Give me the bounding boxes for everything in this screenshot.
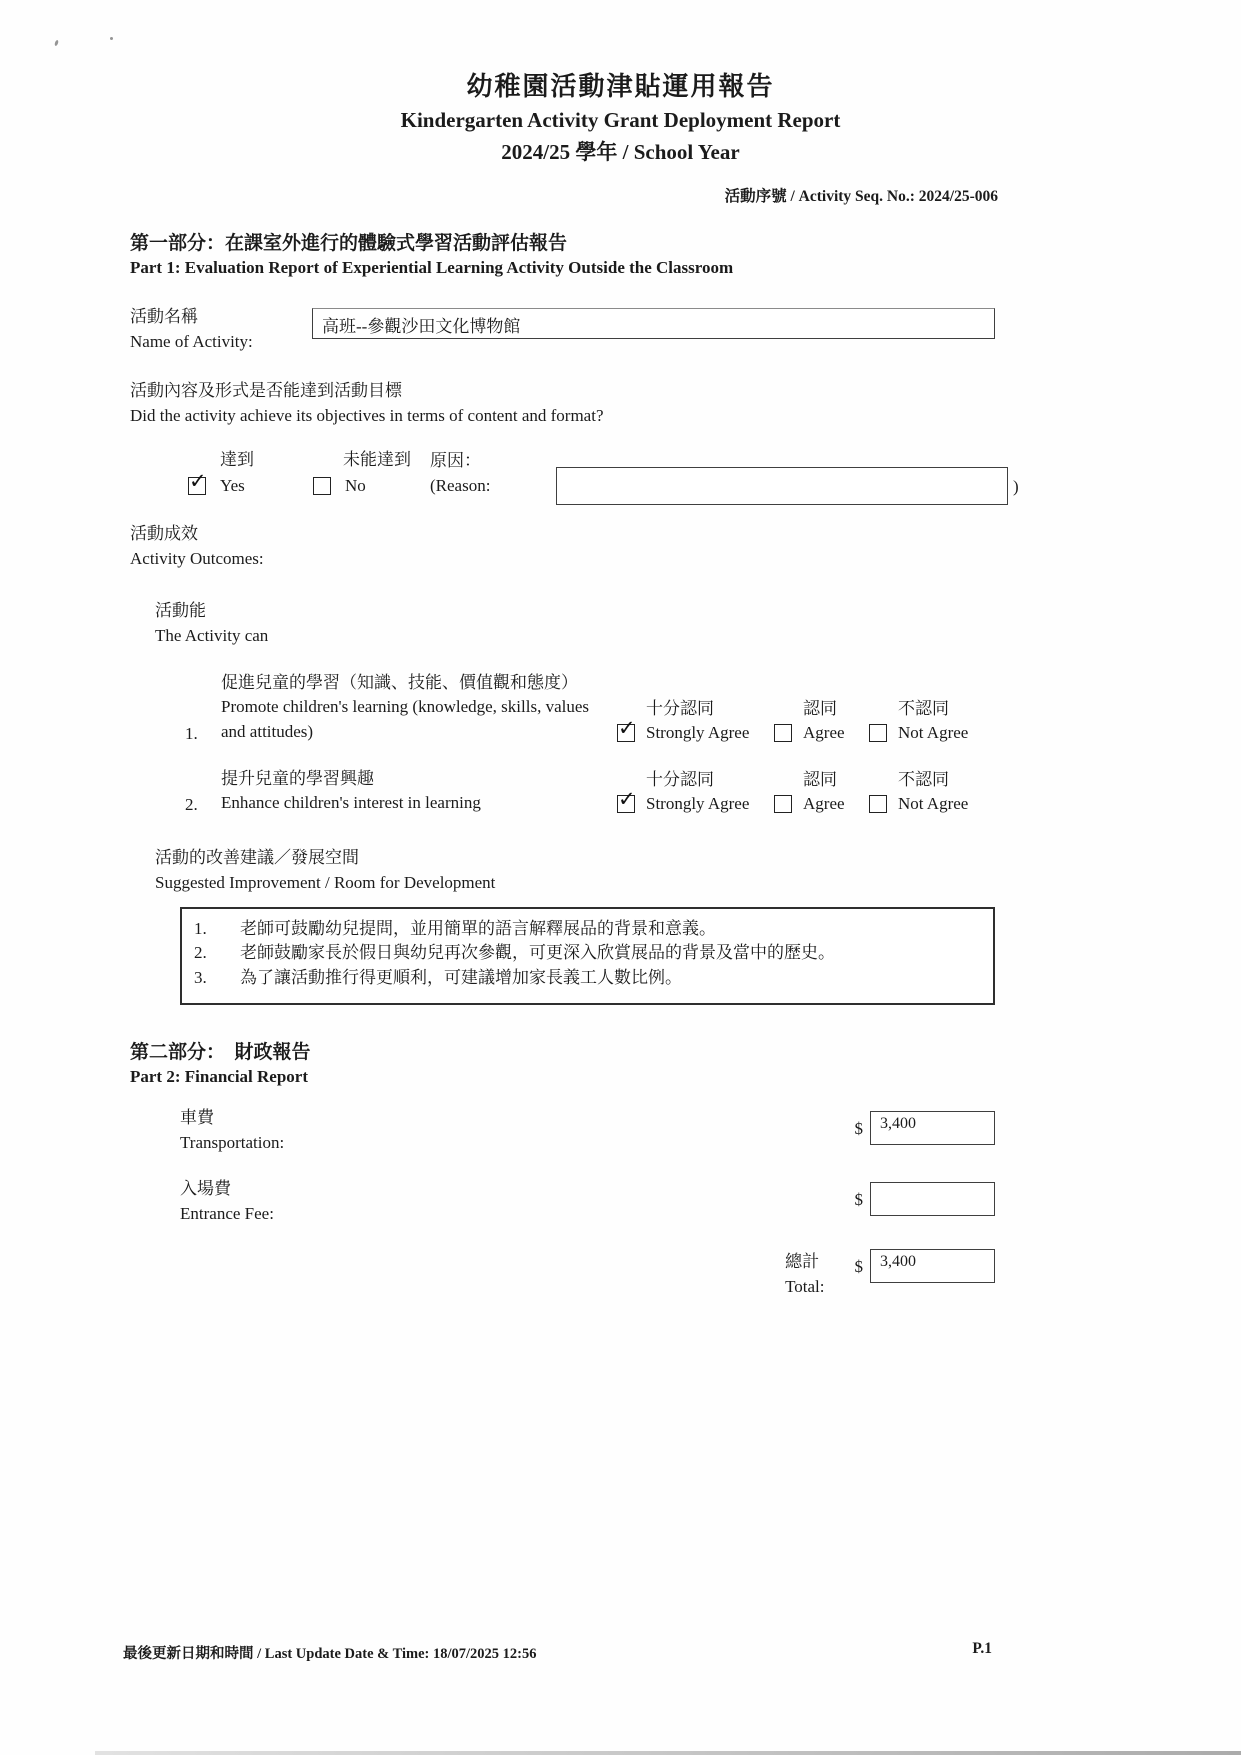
total-field[interactable]: 3,400: [870, 1249, 995, 1283]
entrance-fee-row: [180, 1176, 995, 1227]
total-label: [785, 1249, 824, 1300]
transportation-label: [180, 1105, 284, 1156]
activity-seq-no: 活動序號 / Activity Seq. No.: 2024/25-006: [724, 188, 998, 205]
no-checkbox[interactable]: [313, 477, 331, 495]
activity-can-en: The Activity can: [155, 626, 269, 646]
reason-label: [430, 449, 528, 498]
not-agree-checkbox[interactable]: [869, 724, 887, 742]
yes-option: [188, 445, 313, 499]
scan-speck: [110, 37, 113, 40]
no-label-en: No: [345, 475, 366, 495]
yes-label-zh: 達到: [220, 449, 254, 469]
transportation-label-zh: 車費: [180, 1107, 214, 1127]
outcome-1-ratings: [617, 697, 968, 745]
reason-label-zh: 原因：: [430, 450, 481, 470]
outcome-2-not-agree: [869, 768, 968, 816]
not-agree-label-zh: 不認同: [898, 770, 949, 790]
part1-heading-en: Part 1: Evaluation Report of Experiential Learning Activity Outside the Classroom: [130, 258, 734, 277]
improvement-item-number: 1.: [194, 919, 207, 939]
entrance-fee-label-en: Entrance Fee:: [180, 1204, 274, 1224]
outcome-item-1: [185, 671, 1241, 745]
entrance-fee-label: [180, 1176, 274, 1227]
part2-heading-en: Part 2: Financial Report: [130, 1066, 308, 1086]
outcome-1-text-zh: 促進兒童的學習（知識、技能、價值觀和態度）: [221, 672, 578, 692]
activity-name-label-en: Name of Activity:: [130, 331, 253, 351]
total-row: [180, 1243, 995, 1300]
improvement-item-text: 老師可鼓勵幼兒提問，並用簡單的語言解釋展品的背景和意義。: [240, 919, 716, 939]
improvement-item: [194, 917, 981, 941]
part2-heading: [130, 1037, 1241, 1087]
strongly-agree-checkbox[interactable]: [617, 795, 635, 813]
entrance-fee-label-zh: 入場費: [180, 1178, 231, 1198]
strongly-agree-label-en: Strongly Agree: [646, 794, 750, 814]
activity-name-label-zh: 活動名稱: [130, 307, 198, 326]
transportation-label-en: Transportation:: [180, 1133, 285, 1153]
outcomes-heading-zh: 活動成效: [130, 524, 198, 544]
scan-edge-artifact: [95, 1751, 1241, 1755]
outcome-item-2: [185, 767, 1241, 816]
total-value: [855, 1249, 996, 1283]
outcome-2-agree: [774, 768, 851, 816]
agree-checkbox[interactable]: [774, 724, 792, 742]
yes-checkbox[interactable]: [188, 477, 206, 495]
no-option: [313, 445, 430, 499]
title-english: Kindergarten Activity Grant Deployment Report: [400, 108, 841, 132]
yes-label-en: Yes: [220, 475, 245, 495]
document-header: [0, 0, 1241, 166]
activity-can-label: [155, 599, 1241, 648]
outcome-1-number: 1.: [185, 723, 198, 743]
objective-question-en: Did the activity achieve its objectives in terms of content and format?: [130, 405, 604, 425]
agree-checkbox[interactable]: [774, 795, 792, 813]
total-label-en: Total:: [785, 1277, 825, 1297]
reason-field[interactable]: [556, 467, 1008, 505]
agree-label-en: Agree: [803, 722, 845, 742]
not-agree-label-en: Not Agree: [898, 794, 969, 814]
improvement-heading-en: Suggested Improvement / Room for Development: [155, 872, 496, 892]
dollar-sign: $: [854, 1189, 863, 1209]
strongly-agree-label-zh: 十分認同: [646, 699, 714, 719]
improvement-item: [194, 966, 981, 990]
school-year: 2024/25 學年 / School Year: [501, 140, 740, 164]
outcome-2-strongly-agree: [617, 768, 756, 816]
objective-question: [130, 379, 1241, 428]
strongly-agree-label-en: Strongly Agree: [646, 722, 750, 742]
not-agree-checkbox[interactable]: [869, 795, 887, 813]
outcome-2-text-zh: 提升兒童的學習興趣: [221, 768, 374, 788]
strongly-agree-checkbox[interactable]: [617, 724, 635, 742]
improvement-heading-zh: 活動的改善建議／發展空間: [155, 847, 359, 867]
objective-question-zh: 活動內容及形式是否能達到活動目標: [130, 381, 402, 401]
reason-label-en: (Reason:: [430, 475, 491, 495]
outcome-2-text: [221, 767, 609, 816]
reason-close-paren: ): [1013, 477, 1019, 497]
not-agree-label-zh: 不認同: [898, 699, 949, 719]
no-label-zh: 未能達到: [343, 449, 411, 469]
activity-name-row: [130, 305, 1241, 354]
outcome-2-number: 2.: [185, 794, 198, 814]
activity-can-zh: 活動能: [155, 601, 206, 621]
last-update-timestamp: 最後更新日期和時間 / Last Update Date & Time: 18/07/2025 12:56: [123, 1646, 537, 1662]
outcome-2-text-en: Enhance children's interest in learning: [221, 793, 481, 813]
objective-answer-row: [188, 445, 1241, 499]
outcome-1-agree: [774, 697, 851, 745]
transportation-field[interactable]: 3,400: [870, 1111, 995, 1145]
improvement-item-number: 3.: [194, 967, 207, 987]
outcome-1-text-en: Promote children's learning (knowledge, skills, values and attitudes): [221, 697, 590, 742]
improvement-item: [194, 941, 981, 965]
activity-name-label: [130, 305, 312, 354]
activity-name-field[interactable]: 高班--參觀沙田文化博物館: [312, 308, 995, 339]
total-label-zh: 總計: [785, 1251, 820, 1271]
part2-heading-zh: 第二部分： 財政報告: [130, 1041, 311, 1063]
title-chinese: 幼稚園活動津貼運用報告: [466, 72, 775, 101]
outcomes-heading-en: Activity Outcomes:: [130, 548, 264, 568]
improvement-heading: [155, 846, 1241, 895]
strongly-agree-label-zh: 十分認同: [646, 770, 714, 790]
part1-heading-zh: 第一部分：在課室外進行的體驗式學習活動評估報告: [130, 233, 568, 254]
transportation-row: [180, 1105, 995, 1156]
transportation-value: [855, 1111, 996, 1145]
dollar-sign: $: [854, 1118, 863, 1138]
improvement-item-text: 老師鼓勵家長於假日與幼兒再次參觀，可更深入欣賞展品的背景及當中的歷史。: [240, 943, 835, 963]
outcome-1-not-agree: [869, 697, 968, 745]
improvement-box[interactable]: [180, 907, 995, 1004]
agree-label-en: Agree: [803, 794, 845, 814]
agree-label-zh: 認同: [803, 699, 837, 719]
improvement-item-number: 2.: [194, 943, 207, 963]
improvement-item-text: 為了讓活動推行得更順利，可建議增加家長義工人數比例。: [240, 967, 682, 987]
entrance-fee-value: [855, 1182, 996, 1216]
outcome-2-ratings: [617, 768, 968, 816]
outcome-1-strongly-agree: [617, 697, 756, 745]
agree-label-zh: 認同: [803, 770, 837, 790]
outcomes-heading: [130, 522, 1241, 571]
entrance-fee-field[interactable]: [870, 1182, 995, 1216]
not-agree-label-en: Not Agree: [898, 722, 969, 742]
outcome-1-text: [221, 671, 609, 745]
part1-heading: [130, 228, 1241, 278]
dollar-sign: $: [854, 1256, 863, 1276]
page-number: P.1: [972, 1640, 992, 1657]
